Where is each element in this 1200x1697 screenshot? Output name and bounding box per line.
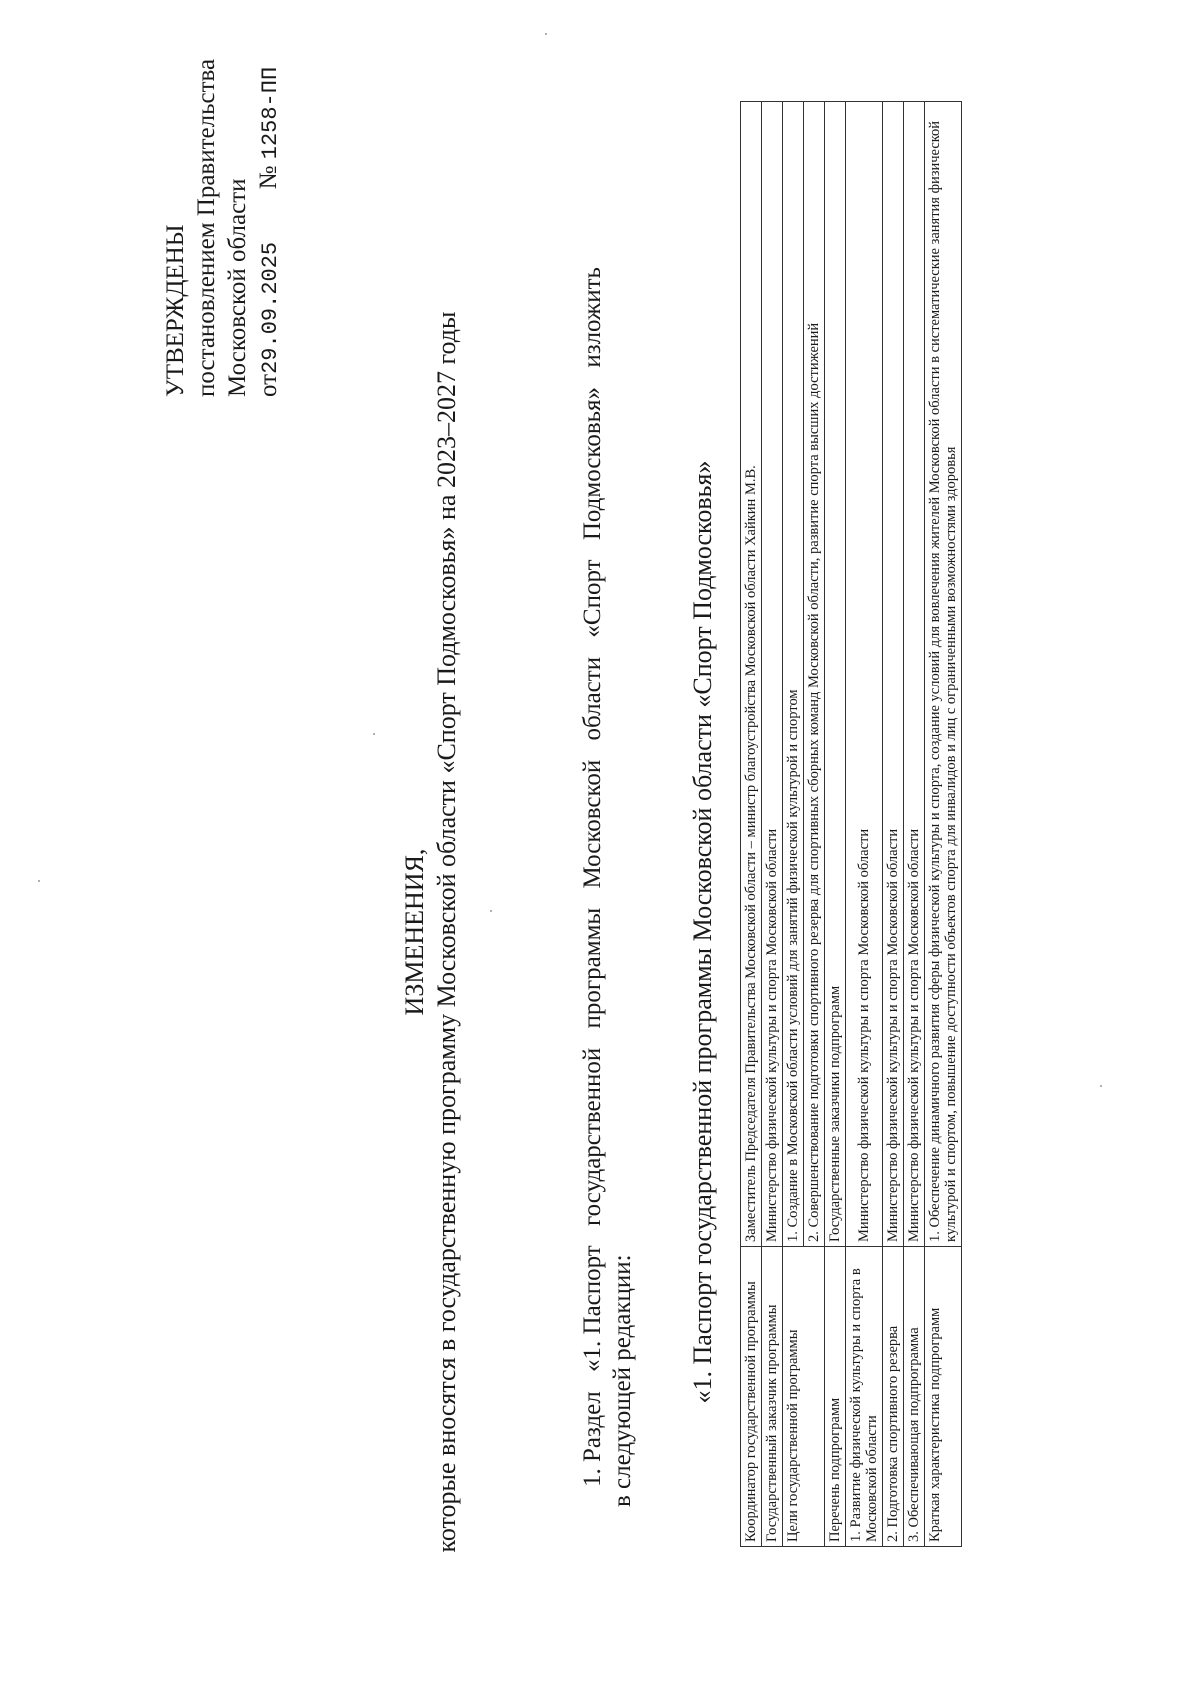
row-label: Перечень подпрограмм (825, 1247, 846, 1547)
row-value: Министерство физической культуры и спорта Московской области (846, 102, 883, 1247)
paragraph-word: изложить (579, 267, 606, 368)
approval-number: 1258-ПП (258, 66, 283, 160)
paragraph-word: Московской (579, 759, 606, 889)
paragraph-word: 1. Раздел (579, 1391, 606, 1487)
paragraph-word: «1. Паспорт (579, 1245, 606, 1372)
row-value: Государственные заказчики подпрограмм (825, 102, 846, 1247)
paragraph-word: программы (579, 907, 606, 1029)
row-label: 3. Обеспечивающая подпрограмма (904, 1247, 925, 1547)
row-value: Заместитель Председателя Правительства Московской области – министр благоустройства Московской области Хайкин М.В. (741, 102, 762, 1247)
row-label: Координатор государственной программы (741, 1247, 762, 1547)
row-label: 2. Подготовка спортивного резерва (883, 1247, 904, 1547)
row-label: Цели государственной программы (783, 1247, 825, 1547)
table-row (925, 102, 962, 1547)
approval-date-line (253, 37, 286, 397)
approval-date: 29.09.2025 (258, 241, 283, 374)
row-value: 1. Обеспечение динамичного развития сферы физической культуры и спорта, создание условий для вовлечения жителей Московской области в систематические занятия физической культурой и спортом, повышение доступности объектов спорта для инвалидов и лиц с ограниченными возможностями здоровья (925, 102, 962, 1247)
paragraph-line-1 (578, 267, 608, 1487)
approval-date-prefix: от (255, 373, 282, 397)
row-label: Краткая характеристика подпрограмм (925, 1247, 962, 1547)
table-row (904, 102, 925, 1547)
paragraph-word: области (579, 656, 606, 741)
document-title: ИЗМЕНЕНИЯ, (400, 848, 429, 1016)
table-row (762, 102, 783, 1547)
table-row (783, 102, 804, 1547)
passport-heading: «1. Паспорт государственной программы Московской области «Спорт Подмосковья» (688, 460, 717, 1404)
paragraph-word: Подмосковья» (579, 386, 606, 541)
approval-line-1: постановлением Правительства (193, 58, 220, 397)
paragraph-word: государственной (579, 1047, 606, 1226)
row-value: Министерство физической культуры и спорта Московской области (883, 102, 904, 1247)
table-row (846, 102, 883, 1547)
table-row (883, 102, 904, 1547)
approval-stamp (160, 37, 286, 397)
document-subtitle: которые вносятся в государственную программу Московской области «Спорт Подмосковья» на 2023–2027 годы (432, 311, 461, 1553)
row-label: Государственный заказчик программы (762, 1247, 783, 1547)
amendment-paragraph (578, 267, 638, 1507)
approval-title: УТВЕРЖДЕНЫ (162, 224, 189, 397)
row-value: 1. Создание в Московской области условий для занятий физической культурой и спортом (783, 102, 804, 1247)
table-row (825, 102, 846, 1547)
paragraph-word: «Спорт (579, 559, 606, 638)
paragraph-line-2: в следующей редакции: (609, 1254, 636, 1507)
passport-table (740, 101, 962, 1547)
approval-line-2: Московской области (224, 178, 251, 397)
table-row (741, 102, 762, 1547)
row-value: Министерство физической культуры и спорта Московской области (762, 102, 783, 1247)
row-label: 1. Развитие физической культуры и спорта в Московской области (846, 1247, 883, 1547)
approval-number-label: № (255, 165, 282, 190)
row-value: Министерство физической культуры и спорта Московской области (904, 102, 925, 1247)
row-value: 2. Совершенствование подготовки спортивного резерва для спортивных сборных команд Московской области, развитие спорта высших достижений (804, 102, 825, 1247)
